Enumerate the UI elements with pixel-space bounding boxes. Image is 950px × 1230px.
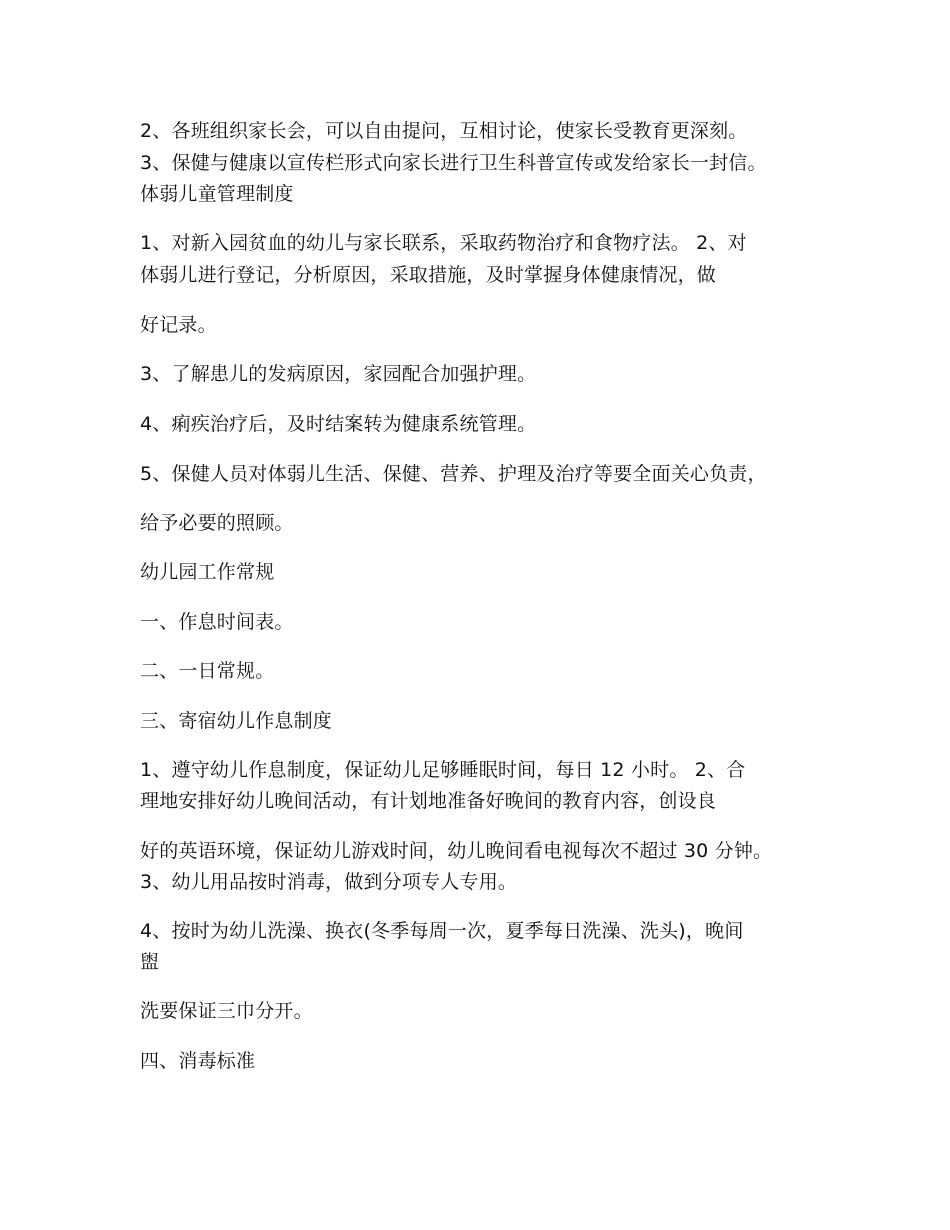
text-line: 1、遵守幼儿作息制度，保证幼儿足够睡眠时间，每日 12 小时。 2、合 xyxy=(140,759,746,781)
text-line: 给予必要的照顾。 xyxy=(140,512,294,534)
text-line: 一、作息时间表。 xyxy=(140,611,294,633)
text-line: 好记录。 xyxy=(140,314,217,336)
text-line: 3、幼儿用品按时消毒，做到分项专人专用。 xyxy=(140,871,518,893)
section-heading: 体弱儿童管理制度 xyxy=(140,183,294,205)
text-line: 体弱儿进行登记，分析原因，采取措施，及时掌握身体健康情况，做 xyxy=(140,264,717,286)
text-line: 洗要保证三巾分开。 xyxy=(140,1000,313,1022)
text-line: 3、保健与健康以宣传栏形式向家长进行卫生科普宣传或发给家长一封信。 xyxy=(140,152,767,174)
text-line: 2、各班组织家长会，可以自由提问，互相讨论，使家长受教育更深刻。 xyxy=(140,120,748,142)
text-line: 理地安排好幼儿晚间活动，有计划地准备好晚间的教育内容，创设良 xyxy=(140,790,717,812)
text-line: 3、了解患儿的发病原因，家园配合加强护理。 xyxy=(140,363,537,385)
text-line: 好的英语环境，保证幼儿游戏时间，幼儿晚间看电视每次不超过 30 分钟。 xyxy=(140,840,773,862)
text-line: 4、痢疾治疗后，及时结案转为健康系统管理。 xyxy=(140,413,537,435)
text-line: 四、消毒标准 xyxy=(140,1050,256,1072)
text-line: 5、保健人员对体弱儿生活、保健、营养、护理及治疗等要全面关心负责， xyxy=(140,463,767,485)
text-line: 三、寄宿幼儿作息制度 xyxy=(140,710,333,732)
text-line: 二、一日常规。 xyxy=(140,660,275,682)
text-line: 1、对新入园贫血的幼儿与家长联系，采取药物治疗和食物疗法。 2、对 xyxy=(140,232,747,254)
section-heading: 幼儿园工作常规 xyxy=(140,561,275,583)
text-line: 盥 xyxy=(140,951,160,973)
text-line: 4、按时为幼儿洗澡、换衣(冬季每周一次，夏季每日洗澡、洗头)，晚间 xyxy=(140,920,744,942)
